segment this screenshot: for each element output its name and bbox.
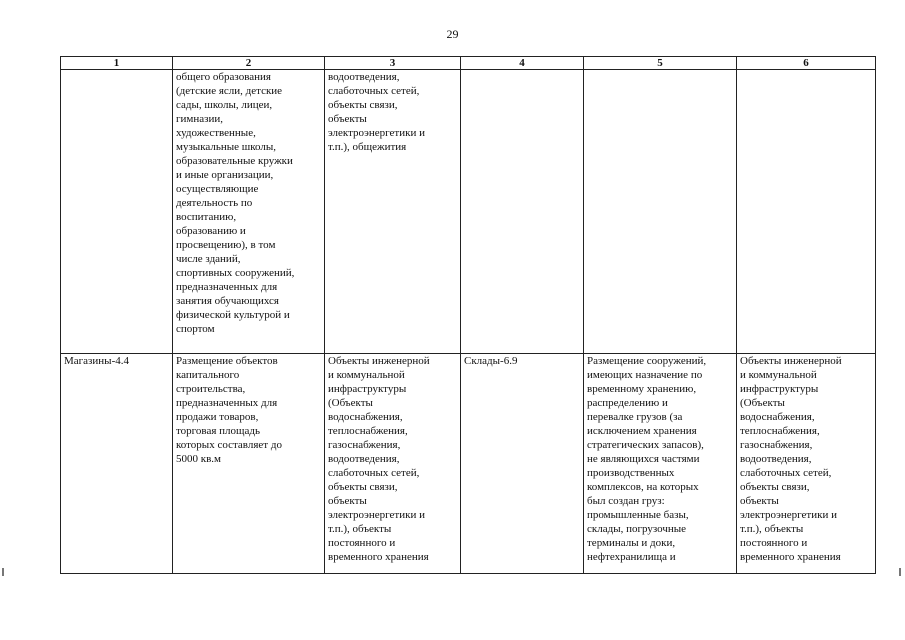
scan-edge-mark-right (899, 568, 901, 576)
table-cell (61, 70, 173, 354)
table-cell (325, 70, 461, 354)
table-header-row (61, 57, 876, 70)
table-cell (173, 70, 325, 354)
cell-text: водоотведения, слаботочных сетей, объекты связи, объекты электроэнергетики и т.п.), общежития (328, 71, 425, 153)
table-row (61, 354, 876, 574)
table-cell (737, 354, 876, 574)
table-cell (61, 354, 173, 574)
cell-text: Объекты инженерной и коммунальной инфраструктуры (Объекты водоснабжения, теплоснабжения, газоснабжения, водоотведения, слаботочных сетей, объекты связи, объекты электроэнергетики и т.п.), объекты постоянного и временного хранения (328, 355, 430, 563)
cell-text: общего образования (детские ясли, детские сады, школы, лицеи, гимназии, художественные, музыкальные школы, образовательные кружки и иные организации, осуществляющие деятельность по воспитанию, образованию и просвещению), в том числе зданий, спортивных сооружений, предназначенных для занятия обучающихся физической культурой и спортом (176, 71, 295, 335)
page-number: 29 (446, 27, 459, 41)
table-row (61, 70, 876, 354)
scan-edge-mark-left (2, 568, 4, 576)
column-header-6: 6 (737, 57, 876, 70)
cell-text: Объекты инженерной и коммунальной инфраструктуры (Объекты водоснабжения, теплоснабжения, газоснабжения, водоотведения, слаботочных сетей, объекты связи, объекты электроэнергетики и т.п.), объекты постоянного и временного хранения (740, 355, 842, 563)
table-cell (584, 70, 737, 354)
column-header-4: 4 (461, 57, 584, 70)
table-cell (737, 70, 876, 354)
land-use-table (60, 56, 876, 574)
column-header-3: 3 (325, 57, 461, 70)
cell-text: Размещение объектов капитального строительства, предназначенных для продажи товаров, торговая площадь которых составляет до 5000 кв.м (176, 355, 282, 465)
column-header-5: 5 (584, 57, 737, 70)
table-cell (461, 354, 584, 574)
column-header-2: 2 (173, 57, 325, 70)
cell-text: Магазины-4.4 (64, 355, 129, 367)
cell-text: Размещение сооружений, имеющих назначение по временному хранению, распределению и перевалке грузов (за исключением хранения стратегических запасов), не являющихся частями производственных комплексов, на которых был создан груз: промышленные базы, склады, погрузочные терминалы и доки, нефтехранилища и (587, 355, 707, 563)
table-cell (173, 354, 325, 574)
table-cell (461, 70, 584, 354)
column-header-1: 1 (61, 57, 173, 70)
table-cell (325, 354, 461, 574)
table-cell (584, 354, 737, 574)
cell-text: Склады-6.9 (464, 355, 518, 367)
